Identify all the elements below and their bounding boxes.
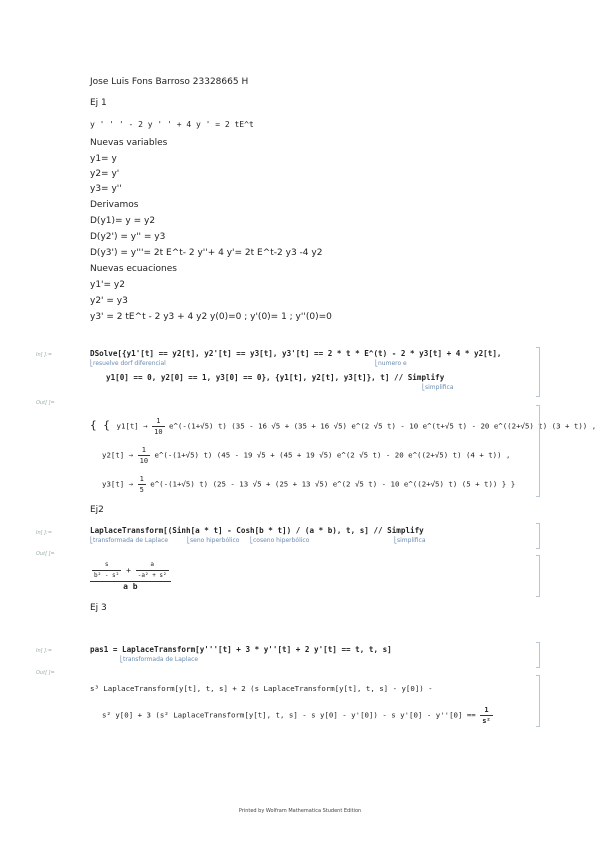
frac-s-num: s (92, 560, 121, 571)
deriv-2: D(y2') = y'' = y3 (90, 232, 166, 242)
out-y3-rhs: e^(-(1+√5) t) (25 - 13 √5 + (25 + 13 √5) e^(2 √5 t) - 10 e^((2+√5) t) (5 + t)) } } (150, 479, 516, 489)
dsolve-input-line2[interactable]: y1[0] == 0, y2[0] == 1, y3[0] == 0}, {y1[t], y2[t], y3[t]}, t] // Simplify (106, 373, 445, 382)
hint-resuelve: ⎣ resuelve dorf diferencial (90, 360, 166, 367)
dsolve-input-line1[interactable]: DSolve[{y1'[t] == y2[t], y2'[t] == y3[t], y3'[t] == 2 * t * E^(t) - 2 * y3[t] + 4 * y2[t], (90, 349, 502, 358)
frac2-den: 10 (139, 457, 149, 465)
cell-bracket-out1[interactable] (536, 405, 540, 497)
frac3-num: 1 (139, 475, 144, 483)
hint-coseno: ⎣ coseno hiperbólico (250, 537, 309, 544)
cell-bracket-in1[interactable] (536, 347, 540, 397)
cell-bracket-out2[interactable] (536, 555, 540, 597)
pas1-output-line2 (102, 705, 493, 726)
out-y2-rhs: e^(-(1+√5) t) (45 - 19 √5 + (45 + 19 √5) e^(2 √5 t) - 20 e^((2+√5) t) (4 + t)) , (154, 450, 511, 460)
frac3-den: 5 (139, 486, 144, 494)
deriv-1: D(y1)= y = y2 (90, 216, 156, 226)
in-label-1: In[ ]:= (36, 352, 53, 358)
hint-transformada-3: ⎣ transformada de Laplace (120, 656, 198, 663)
laplace-result-den: a b (123, 582, 138, 591)
eq-3: y3' = 2 tE^t - 2 y3 + 4 y2 y(0)=0 ; y'(0)= 1 ; y''(0)=0 (90, 312, 332, 322)
eq-1: y1'= y2 (90, 280, 125, 290)
var-y1: y1= y (90, 154, 117, 164)
laplace-result-num: $\frac{s}{\text{b² - s²}}$ + $\frac{a}{\text{-a² + s²}}$ (90, 560, 171, 582)
nuevas-ecuaciones-label: Nuevas ecuaciones (90, 264, 177, 274)
hint-transformada: ⎣ transformada de Laplace (90, 537, 168, 544)
cell-bracket-out3[interactable] (536, 675, 540, 727)
var-y3: y3= y'' (90, 184, 122, 194)
hint-simplifica-2: ⎣ simplifica (394, 537, 426, 544)
pas1-input[interactable]: pas1 = LaplaceTransform[y'''[t] + 3 * y''[t] + 2 y'[t] == t, t, s] (90, 645, 392, 654)
out-y3-lhs: y3[t] → (102, 479, 138, 489)
deriv-3: D(y3') = y'''= 2t E^t- 2 y''+ 4 y'= 2t E^t-2 y3 -4 y2 (90, 248, 323, 258)
out-label-2: Out[ ]= (36, 551, 55, 557)
eq-2: y2' = y3 (90, 296, 128, 306)
pas1-output-line1: s³ LaplaceTransform[y[t], t, s] + 2 (s LaplaceTransform[y[t], t, s] - y[0]) - (90, 684, 433, 693)
in-label-2: In[ ]:= (36, 530, 53, 536)
hint-numero-e: ⎣ numero e (375, 360, 407, 367)
dsolve-output-y2 (102, 445, 510, 466)
author-line: Jose Luis Fons Barroso 23328665 H (90, 77, 249, 87)
out-y2-lhs: y2[t] → (102, 450, 138, 460)
frac1-den: 10 (154, 428, 163, 436)
frac-a-den: -a² + s² (137, 572, 167, 579)
out-label-3: Out[ ]= (36, 670, 55, 676)
derivamos-label: Derivamos (90, 200, 139, 210)
frac1-num: 1 (152, 416, 164, 427)
ej1-heading: Ej 1 (90, 98, 107, 108)
frac-1-s2 (480, 705, 492, 726)
dsolve-output-y3 (102, 474, 515, 495)
out-y1-lhs: y1[t] → (116, 421, 153, 431)
ode-equation: y ' ' ' - 2 y ' ' + 4 y ' = 2 tE^t (90, 120, 254, 129)
cell-bracket-in2[interactable] (536, 523, 540, 549)
frac-s-den: b² - s² (94, 572, 120, 579)
frac-1-10 (152, 416, 164, 437)
hint-seno: ⎣ seno hiperbólico (187, 537, 239, 544)
out-label-1: Out[ ]= (36, 400, 55, 406)
var-y2: y2= y' (90, 169, 120, 179)
frac-s (92, 560, 121, 581)
nuevas-variables-label: Nuevas variables (90, 138, 168, 148)
laplace-output (90, 560, 171, 592)
ej3-heading: Ej 3 (90, 603, 107, 613)
cell-bracket-in3[interactable] (536, 642, 540, 668)
frac-1-s2-den: s² (482, 717, 491, 725)
laplace-result-frac (90, 560, 171, 592)
frac-1-10b (138, 445, 150, 466)
frac2-num: 1 (138, 445, 150, 456)
frac-a-num: a (136, 560, 169, 571)
frac-1-5 (138, 474, 146, 495)
ej2-heading: Ej2 (90, 505, 104, 515)
in-label-3: In[ ]:= (36, 648, 53, 654)
dsolve-output-y1: { { y1[t] → $\frac{1}{10}$ e^(-(1+√5) t) (35 - 16 √5 + (35 + 16 √5) e^(2 √5 t) - 10 e^(t+√5 t) - 20 e^((2+√5) t) (3 + t)) , (90, 417, 597, 436)
hint-simplifica-1: ⎣ simplifica (422, 384, 454, 391)
footer-note: Printed by Wolfram Mathematica Student Edition (238, 808, 362, 814)
laplace-input[interactable]: LaplaceTransform[(Sinh[a * t] - Cosh[b * t]) / (a * b), t, s] // Simplify (90, 526, 424, 535)
out-y1-rhs: e^(-(1+√5) t) (35 - 16 √5 + (35 + 16 √5) e^(2 √5 t) - 10 e^(t+√5 t) - 20 e^((2+√5) t) (3 + t)) , (169, 421, 597, 431)
frac-a (136, 560, 169, 581)
pas1-output-text: s² y[0] + 3 (s² LaplaceTransform[y[t], t, s] - s y[0] - y'[0]) - s y'[0] - y''[0] == (102, 710, 481, 720)
frac-1-s2-num: 1 (480, 705, 492, 716)
